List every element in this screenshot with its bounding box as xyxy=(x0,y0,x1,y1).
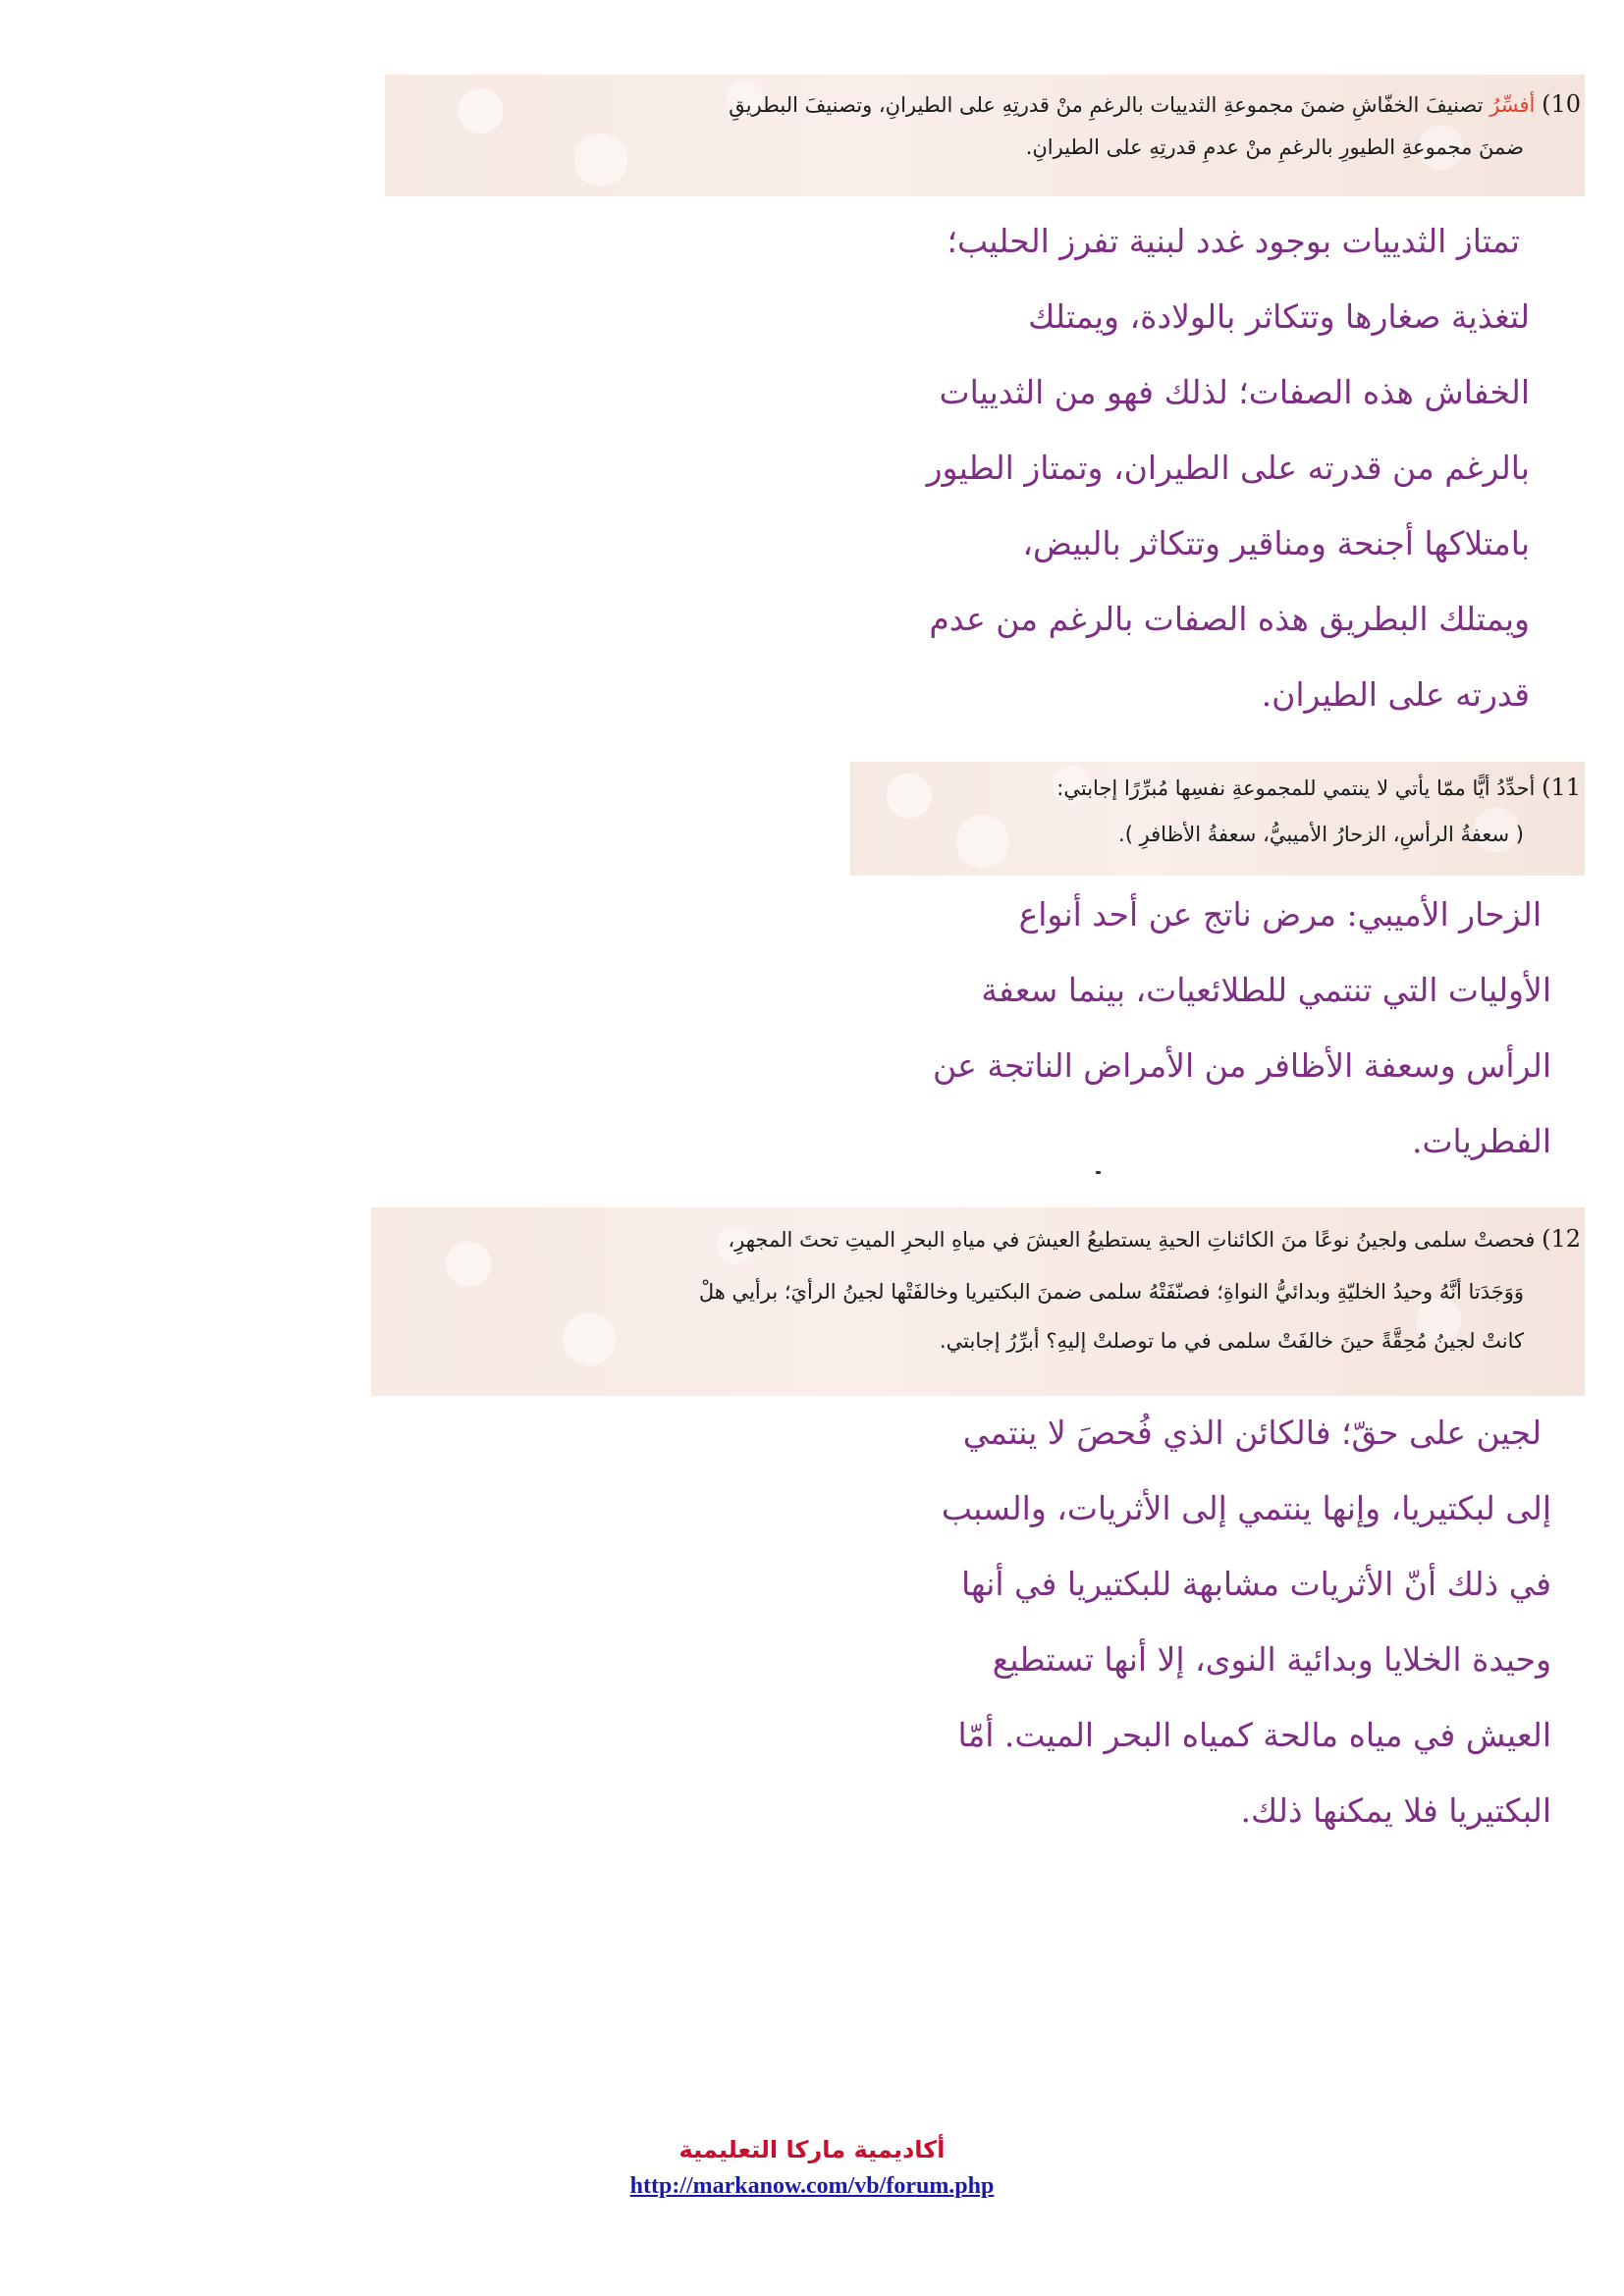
question-12-line-3: كانتْ لجينُ مُحِقَّةً حينَ خالفَتْ سلمى في ما توصلتْ إليهِ؟ أبرِّرُ إجابتي. xyxy=(939,1329,1524,1353)
question-verb: أفسِّرُ xyxy=(1489,93,1536,117)
answer-line: بامتلاكها أجنحة ومناقير وتتكاثر بالبيض، xyxy=(1022,524,1530,562)
answer-line: وحيدة الخلايا وبدائية النوى، إلا أنها تستطيع xyxy=(992,1640,1551,1679)
answer-line: البكتيريا فلا يمكنها ذلك. xyxy=(1240,1791,1551,1830)
answer-line: الخفاش هذه الصفات؛ لذلك فهو من الثدييات xyxy=(939,373,1530,411)
answer-line: الرأس وسعفة الأظافر من الأمراض الناتجة عن xyxy=(933,1046,1551,1085)
answer-line: الزحار الأميبي: مرض ناتج عن أحد أنواع xyxy=(1018,895,1542,934)
question-11-line-1 xyxy=(1056,770,1581,806)
answer-line: الفطريات. xyxy=(1412,1122,1551,1160)
question-10-line-1 xyxy=(729,86,1581,123)
answer-line: الأوليات التي تنتمي للطلائعيات، بينما سعفة xyxy=(981,971,1551,1009)
footer-academy-name: أكاديمية ماركا التعليمية xyxy=(678,2136,946,2163)
answer-12 xyxy=(864,1394,1551,1865)
answer-11 xyxy=(864,876,1551,1190)
answer-line: العيش في مياه مالحة كمياه البحر الميت. أمّا xyxy=(957,1716,1551,1754)
stray-dot xyxy=(1096,1171,1101,1174)
question-number: 10) xyxy=(1542,90,1581,118)
question-number: 12) xyxy=(1542,1225,1581,1253)
question-text: فحصتْ سلمى ولجينُ نوعًا منَ الكائناتِ الحيةِ يستطيعُ العيشَ في مياهِ البحرِ الميتِ تحتَ المجهرِ، xyxy=(728,1228,1536,1252)
question-text: تصنيفَ الخفّاشِ ضمنَ مجموعةِ الثدييات بالرغمِ منْ قدرتِهِ على الطيرانِ، وتصنيفَ البطريقِ xyxy=(729,93,1484,117)
question-12-box xyxy=(371,1207,1585,1396)
question-11-line-2: ( سعفةُ الرأسِ، الزحارُ الأميبيُّ، سعفةُ الأظافرِ ). xyxy=(1118,823,1524,846)
question-text: أحدِّدُ أيًّا ممّا يأتي لا ينتمي للمجموعةِ نفسِها مُبرِّرًا إجابتي: xyxy=(1056,776,1536,800)
question-12-line-2: وَوَجَدَتا أنَّهُ وحيدُ الخليّةِ وبدائيُّ النواةِ؛ فصنّفَتْهُ سلمى ضمنَ البكتيريا وخالفَتْها لجينُ الرأيَ؛ برأيي هلْ xyxy=(698,1280,1524,1304)
footer-url-link[interactable]: http://markanow.com/vb/forum.php xyxy=(629,2173,995,2199)
question-10-box xyxy=(385,75,1585,196)
answer-line: ويمتلك البطريق هذه الصفات بالرغم من عدم xyxy=(929,600,1530,638)
answer-10 xyxy=(844,202,1530,752)
question-12-line-1 xyxy=(728,1221,1581,1257)
question-11-box xyxy=(850,762,1585,876)
question-number: 11) xyxy=(1542,774,1581,801)
answer-line: بالرغم من قدرته على الطيران، وتمتاز الطيور xyxy=(926,449,1530,487)
answer-line: لتغذية صغارها وتتكاثر بالولادة، ويمتلك xyxy=(1028,297,1530,336)
answer-line: تمتاز الثدييات بوجود غدد لبنية تفرز الحليب؛ xyxy=(947,222,1520,260)
answer-line: في ذلك أنّ الأثريات مشابهة للبكتيريا في أنها xyxy=(960,1565,1551,1603)
answer-line: قدرته على الطيران. xyxy=(1261,675,1530,714)
question-10-line-2: ضمنَ مجموعةِ الطيورِ بالرغمِ منْ عدمِ قدرتِهِ على الطيرانِ. xyxy=(1025,135,1524,159)
answer-line: لجين على حقّ؛ فالكائن الذي فُحصَ لا ينتمي xyxy=(962,1414,1542,1452)
answer-line: إلى لبكتيريا، وإنها ينتمي إلى الأثريات، والسبب xyxy=(941,1489,1551,1527)
